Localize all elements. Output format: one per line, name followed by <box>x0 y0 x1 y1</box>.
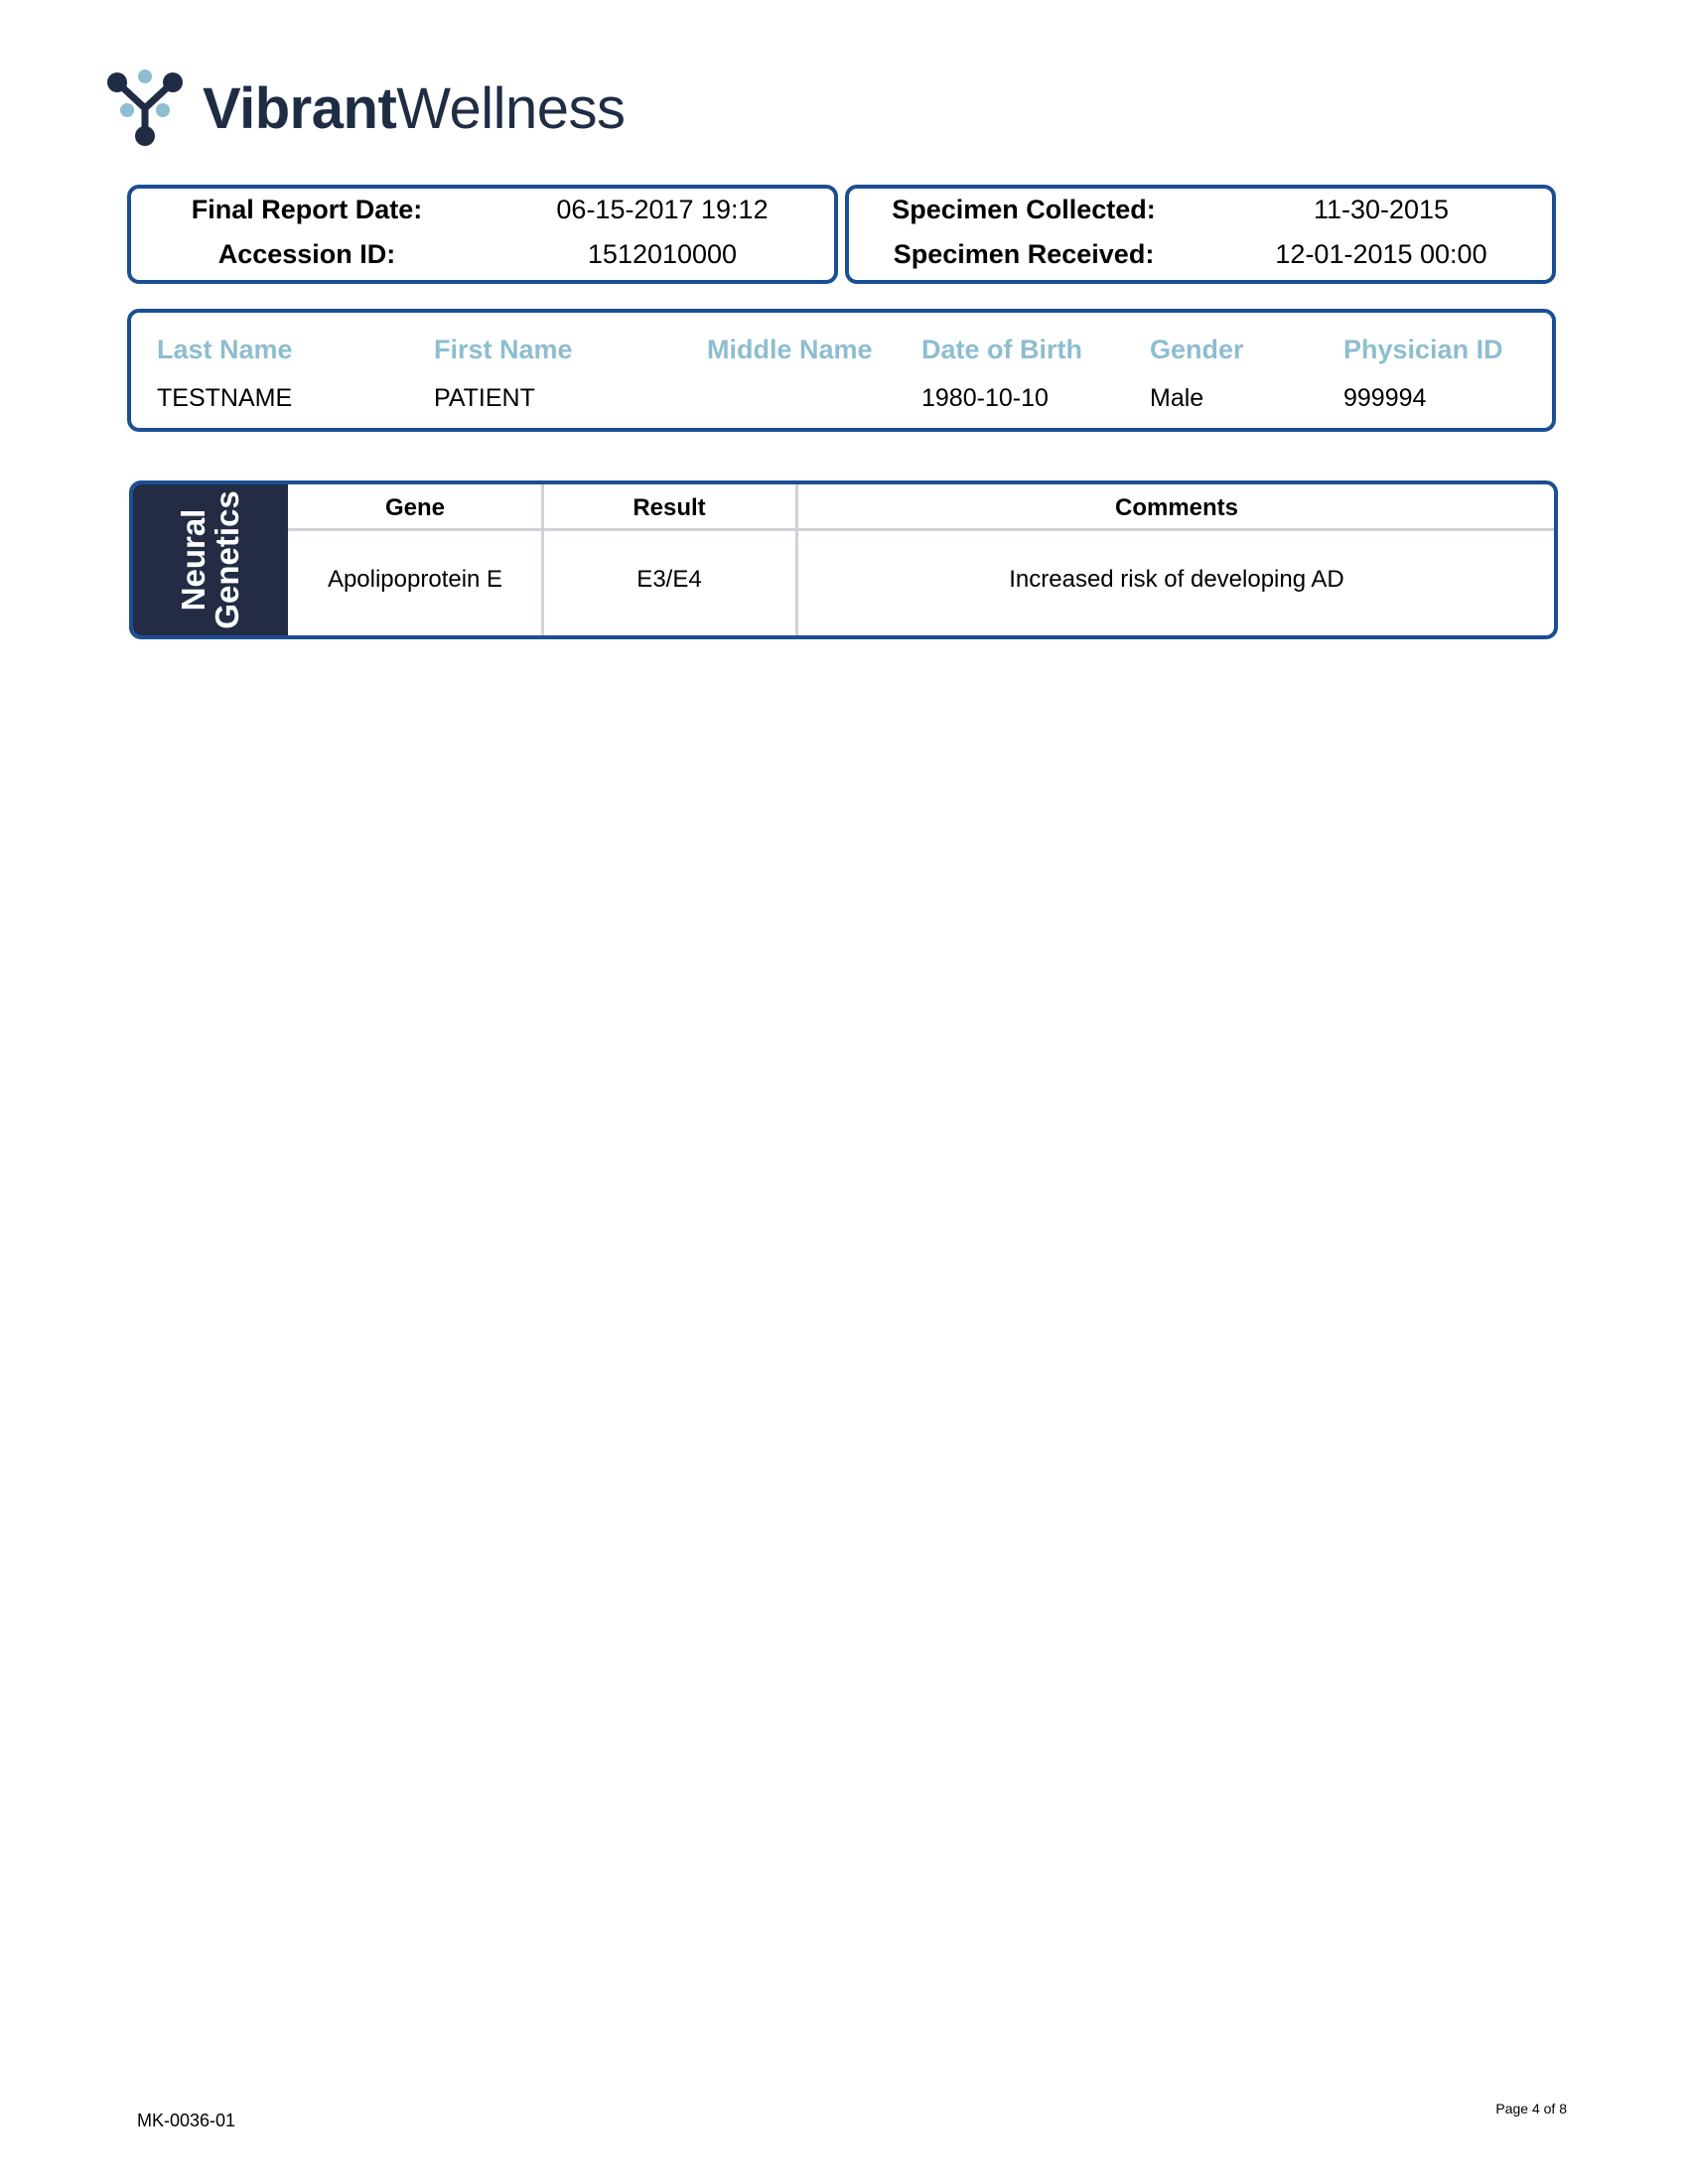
neural-genetics-table <box>129 480 1558 639</box>
vibrant-wellness-logo <box>103 68 626 149</box>
patient-info-box <box>127 309 1556 432</box>
gene-column-header: Gene <box>384 494 446 521</box>
last-name-header: Last Name <box>157 335 293 364</box>
result-cell: E3/E4 <box>636 566 702 593</box>
physician-id-value: 999994 <box>1343 384 1427 412</box>
middle-name-header: Middle Name <box>707 335 873 364</box>
section-title-line2: Genetics <box>209 490 245 629</box>
gene-cell: Apolipoprotein E <box>327 566 503 593</box>
last-name-value: TESTNAME <box>157 384 293 412</box>
date-of-birth-value: 1980-10-10 <box>921 384 1049 412</box>
accession-id-label: Accession ID: <box>217 239 396 269</box>
comment-cell: Increased risk of developing AD <box>1009 566 1344 593</box>
header-divider <box>288 528 1554 531</box>
specimen-received-label: Specimen Received: <box>893 239 1155 269</box>
column-divider <box>541 484 544 635</box>
specimen-received-value: 12-01-2015 00:00 <box>1275 239 1487 269</box>
date-of-birth-header: Date of Birth <box>921 335 1082 364</box>
specimen-collected-label: Specimen Collected: <box>892 195 1156 224</box>
document-code: MK-0036-01 <box>137 2111 236 2130</box>
physician-id-header: Physician ID <box>1343 335 1503 364</box>
comments-column-header: Comments <box>1114 494 1239 521</box>
molecule-logo-icon <box>103 68 187 148</box>
column-divider <box>795 484 798 635</box>
specimen-collected-value: 11-30-2015 <box>1313 195 1450 224</box>
first-name-value: PATIENT <box>434 384 535 412</box>
specimen-info-box <box>845 185 1556 284</box>
result-column-header: Result <box>633 494 706 521</box>
brand-name-light: Wellness <box>396 75 626 141</box>
gender-header: Gender <box>1150 335 1244 364</box>
brand-name-bold: Vibrant <box>203 75 397 141</box>
accession-id-value: 1512010000 <box>587 239 738 269</box>
first-name-header: First Name <box>434 335 573 364</box>
section-title <box>177 490 244 628</box>
page-number: Page 4 of 8 <box>1495 2101 1567 2116</box>
section-title-line1: Neural <box>175 508 211 612</box>
section-sidebar <box>133 484 288 635</box>
report-info-box <box>127 185 838 284</box>
gender-value: Male <box>1150 384 1204 412</box>
brand-name <box>203 75 626 142</box>
final-report-date-label: Final Report Date: <box>191 195 423 224</box>
final-report-date-value: 06-15-2017 19:12 <box>556 195 769 224</box>
